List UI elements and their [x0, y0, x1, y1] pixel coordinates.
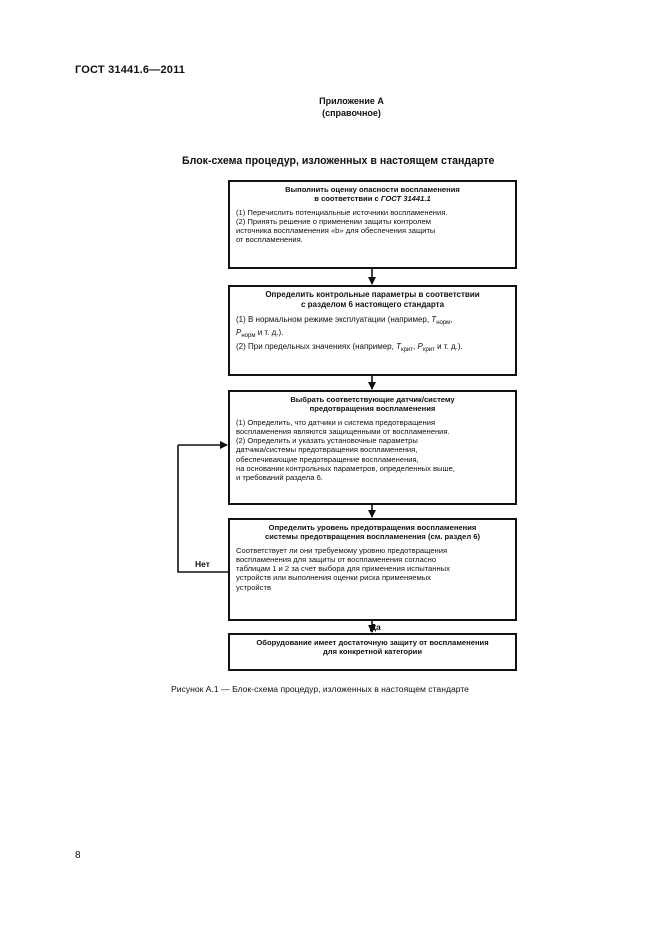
appendix-subtitle: (справочное)	[322, 108, 381, 118]
step3-line: и требований раздела 6.	[236, 473, 323, 483]
step4-line: таблицам 1 и 2 за счет выбора для применения испытанных	[236, 564, 450, 574]
step2-line-normal: (1) В нормальном режиме эксплуатации (например, $T_{норм}$,	[236, 314, 453, 326]
step-determine-prevention-level	[228, 518, 517, 621]
step5-title-line2: для конкретной категории	[322, 647, 423, 657]
step1-title-prefix: в соответствии с	[314, 194, 381, 204]
step4-line: устройств или выполнения оценки риска применяемых	[236, 573, 431, 583]
step1-title-line1: Выполнить оценку опасности воспламенения	[285, 185, 460, 194]
step-ignition-hazard-assessment	[228, 180, 517, 269]
step3-line: датчика/системы предотвращения воспламенения,	[236, 445, 418, 455]
step-select-sensor-system	[228, 390, 517, 505]
arrow-no-loop	[178, 445, 228, 572]
diagram-title: Блок-схема процедур, изложенных в настоящем стандарте	[182, 155, 495, 167]
step2-line-critical: (2) При предельных значениях (например, $T_{крит}$, $P_{крит}$ и т. д.).	[236, 341, 463, 353]
step1-line: источника воспламенения «b» для обеспечения защиты	[236, 226, 436, 236]
step4-line: воспламенения для защиты от воспламенения согласно	[236, 554, 437, 564]
branch-label-yes: Да	[370, 622, 381, 632]
step4-line: Соответствует ли они требуемому уровню предотвращения	[236, 545, 448, 555]
step2-title-line1: Определить контрольные параметры в соответствии	[265, 290, 480, 299]
step3-title-line2: предотвращения воспламенения	[309, 404, 436, 414]
step3-line: (2) Определить и указать установочные параметры	[236, 436, 418, 446]
figure-caption: Рисунок А.1 — Блок-схема процедур, изложенных в настоящем стандарте	[171, 684, 469, 694]
appendix-title: Приложение А	[319, 96, 384, 106]
step-control-parameters	[228, 285, 517, 376]
step4-line: устройств	[236, 582, 271, 592]
step4-title-line2: системы предотвращения воспламенения (см. раздел 6)	[264, 532, 481, 542]
step1-line: (1) Перечислить потенциальные источники воспламенения.	[236, 207, 448, 217]
step3-line: обеспечивающие предотвращение воспламенения,	[236, 454, 419, 464]
step5-title-line1: Оборудование имеет достаточную защиту от воспламенения	[256, 638, 489, 647]
step1-standard-ref: ГОСТ 31441.1	[380, 194, 431, 204]
step1-line: (2) Принять решение о применении защиты контролем	[236, 216, 431, 226]
page-number: 8	[75, 850, 81, 861]
step2-line-normal-cont: $P_{норм}$ и т. д.).	[236, 328, 284, 340]
branch-label-no: Нет	[195, 559, 210, 569]
document-header: ГОСТ 31441.6—2011	[75, 64, 186, 76]
step3-line: воспламенения являются защищенными от воспламенения.	[236, 426, 450, 436]
step3-title-line1: Выбрать соответствующие датчик/систему	[290, 395, 455, 404]
step4-title-line1: Определить уровень предотвращения воспламенения	[268, 523, 477, 532]
step2-title-line2: с разделом 6 настоящего стандарта	[300, 300, 445, 310]
step1-line: от воспламенения.	[236, 235, 303, 245]
step3-line: (1) Определить, что датчики и система предотвращения	[236, 417, 436, 427]
step3-line: на основании контрольных параметров, определенных выше,	[236, 464, 455, 474]
step-equipment-protected	[228, 633, 517, 671]
